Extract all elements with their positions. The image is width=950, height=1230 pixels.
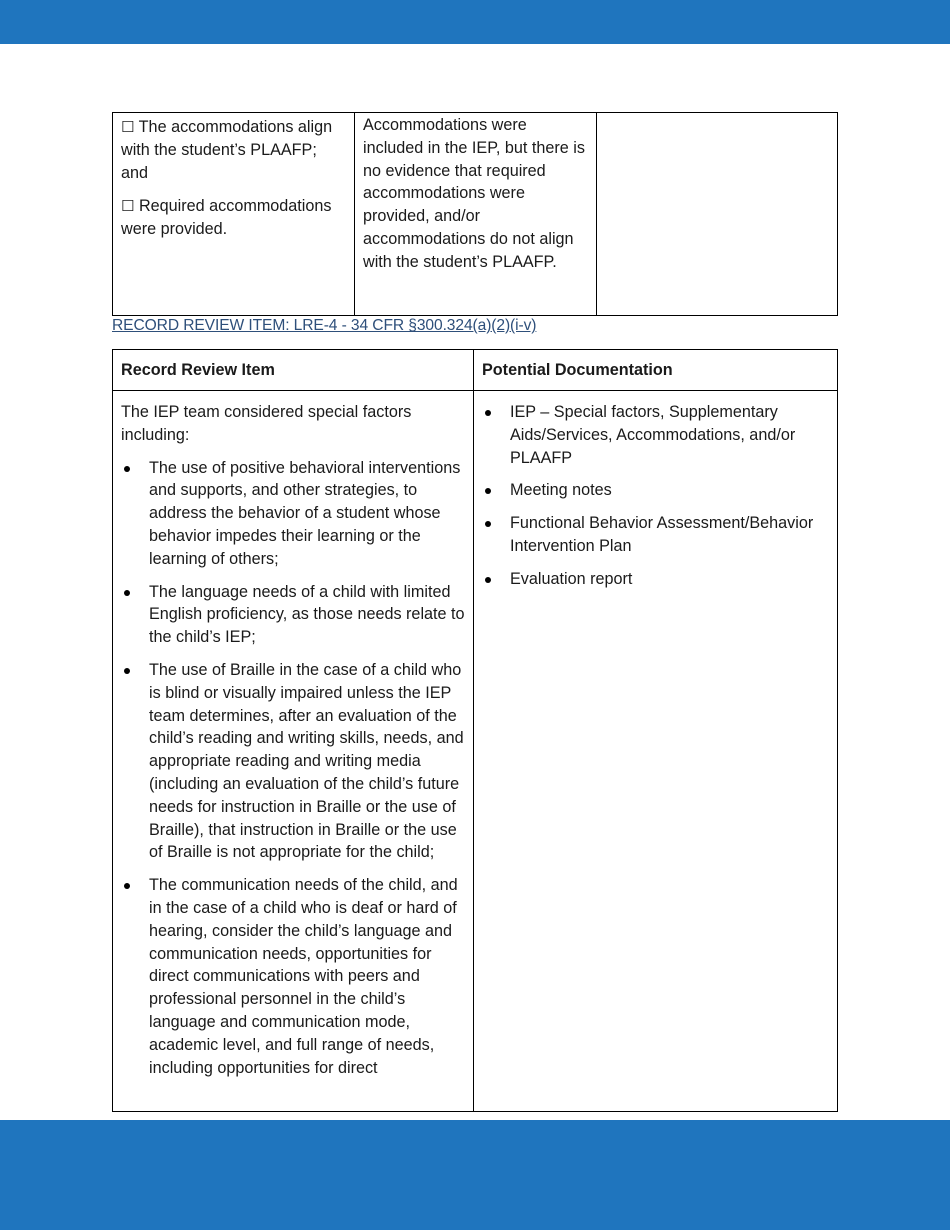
table-row [113, 113, 838, 316]
documentation-bullet-list [482, 401, 829, 591]
checkbox-icon[interactable]: ☐ [121, 118, 135, 136]
header-record-review-item: Record Review Item [113, 350, 474, 391]
list-item: Evaluation report [482, 568, 829, 591]
checklist-item-text: Required accommodations were provided. [121, 197, 332, 239]
list-item: The use of Braille in the case of a child who is blind or visually impaired unless the IEP team determines, after an evaluation of the child’s reading and writing skills, needs, and appropriate reading and writing media (including an evaluation of the child’s future needs for instruction in Braille or the use of Braille), that instruction in Braille or the use of Braille is not appropriate for the child; [121, 659, 465, 864]
list-item: Functional Behavior Assessment/Behavior Intervention Plan [482, 512, 829, 558]
potential-documentation-cell [474, 391, 838, 1112]
table-row [113, 391, 838, 1112]
header-band [0, 0, 950, 44]
list-item: The communication needs of the child, and in the case of a child who is deaf or hard of hearing, consider the child’s language and communication needs, opportunities for direct communications with peers and professional personnel in the child’s language and communication mode, academic level, and full range of needs, including opportunities for direct [121, 874, 465, 1079]
continued-criteria-table [112, 112, 838, 316]
record-review-item-cell [113, 391, 474, 1112]
table-header-row [113, 350, 838, 391]
checklist-item-text: The accommodations align with the student’s PLAAFP; and [121, 118, 333, 182]
list-item: IEP – Special factors, Supplementary Aids/Services, Accommodations, and/or PLAAFP [482, 401, 829, 469]
checklist-item [121, 116, 347, 184]
list-item: Meeting notes [482, 479, 829, 502]
record-review-table [112, 349, 838, 1112]
finding-cell: Accommodations were included in the IEP, but there is no evidence that required accommodations were provided, and/or accommodations do not align with the student’s PLAAFP. [355, 113, 597, 316]
header-potential-documentation: Potential Documentation [474, 350, 838, 391]
footer-band [0, 1120, 950, 1230]
item-bullet-list [121, 457, 465, 1080]
list-item: The use of positive behavioral interventions and supports, and other strategies, to address the behavior of a student whose behavior impedes their learning or the learning of others; [121, 457, 465, 571]
notes-cell [597, 113, 838, 316]
checkbox-icon[interactable]: ☐ [121, 197, 135, 216]
list-item: The language needs of a child with limited English proficiency, as those needs relate to the child’s IEP; [121, 581, 465, 649]
section-link-lre-4[interactable]: RECORD REVIEW ITEM: LRE-4 - 34 CFR §300.324(a)(2)(i-v) [112, 317, 537, 334]
item-intro: The IEP team considered special factors including: [121, 403, 412, 444]
checklist-cell [113, 113, 355, 316]
checklist-item [121, 195, 347, 241]
